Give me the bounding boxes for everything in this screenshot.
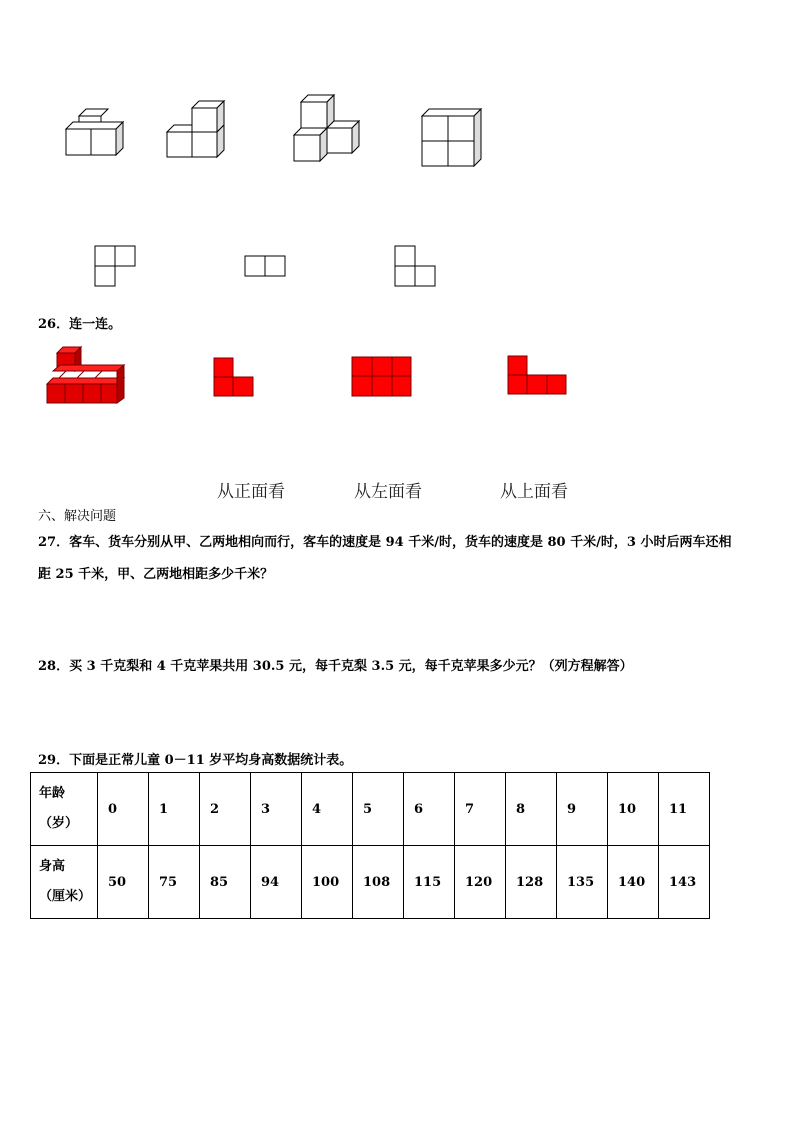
- table-cell: 10: [608, 773, 659, 846]
- table-cell: 11: [659, 773, 710, 846]
- q26-label: 26．连一连。: [38, 317, 122, 332]
- table-cell: 7: [455, 773, 506, 846]
- table-cell: 2: [200, 773, 251, 846]
- section-title: 六、解决问题: [38, 509, 117, 524]
- table-cell: 75: [149, 846, 200, 919]
- table-cell: 3: [251, 773, 302, 846]
- view-label-front: 从正面看: [217, 482, 285, 502]
- q29-text: 29．下面是正常儿童 0－11 岁平均身高数据统计表。: [38, 753, 353, 768]
- table-row-age: [31, 773, 710, 846]
- table-cell: 1: [149, 773, 200, 846]
- table-cell: 120: [455, 846, 506, 919]
- row-header-age: 年龄 （岁）: [31, 773, 98, 846]
- view-label-left: 从左面看: [354, 482, 422, 502]
- table-cell: 140: [608, 846, 659, 919]
- row-header-height: 身高 （厘米）: [31, 846, 98, 919]
- table-cell: 50: [98, 846, 149, 919]
- table-cell: 115: [404, 846, 455, 919]
- table-cell: 108: [353, 846, 404, 919]
- table-cell: 8: [506, 773, 557, 846]
- red-cube-figure: [47, 347, 124, 403]
- height-stats-table: [30, 772, 710, 919]
- table-cell: 135: [557, 846, 608, 919]
- table-cell: 85: [200, 846, 251, 919]
- red-view-top: [508, 356, 566, 394]
- q28-text: 28．买 3 千克梨和 4 千克苹果共用 30.5 元，每千克梨 3.5 元，每千克苹果多少元？（列方程解答）: [38, 659, 633, 674]
- table-cell: 6: [404, 773, 455, 846]
- table-cell: 128: [506, 846, 557, 919]
- table-cell: 100: [302, 846, 353, 919]
- table-row-height: [31, 846, 710, 919]
- red-view-front: [214, 358, 253, 396]
- q27-line1: 27．客车、货车分别从甲、乙两地相向而行，客车的速度是 94 千米/时，货车的速度是 80 千米/时，3 小时后两车还相: [38, 535, 732, 550]
- cube-figure-4: [422, 109, 481, 166]
- q27-line2: 距 25 千米，甲、乙两地相距多少千米？: [38, 567, 274, 582]
- table-cell: 143: [659, 846, 710, 919]
- view-outlines: [0, 240, 794, 290]
- table-cell: 5: [353, 773, 404, 846]
- cube-figure-3: [294, 95, 359, 161]
- table-cell: 4: [302, 773, 353, 846]
- table-cell: 94: [251, 846, 302, 919]
- cube-figure-2: [167, 101, 224, 157]
- red-figures: [0, 340, 794, 410]
- table-cell: 0: [98, 773, 149, 846]
- cube-figures-top: [0, 80, 794, 180]
- red-view-left: [352, 357, 411, 396]
- table-cell: 9: [557, 773, 608, 846]
- cube-figure-1: [66, 109, 123, 155]
- view-label-top: 从上面看: [500, 482, 568, 502]
